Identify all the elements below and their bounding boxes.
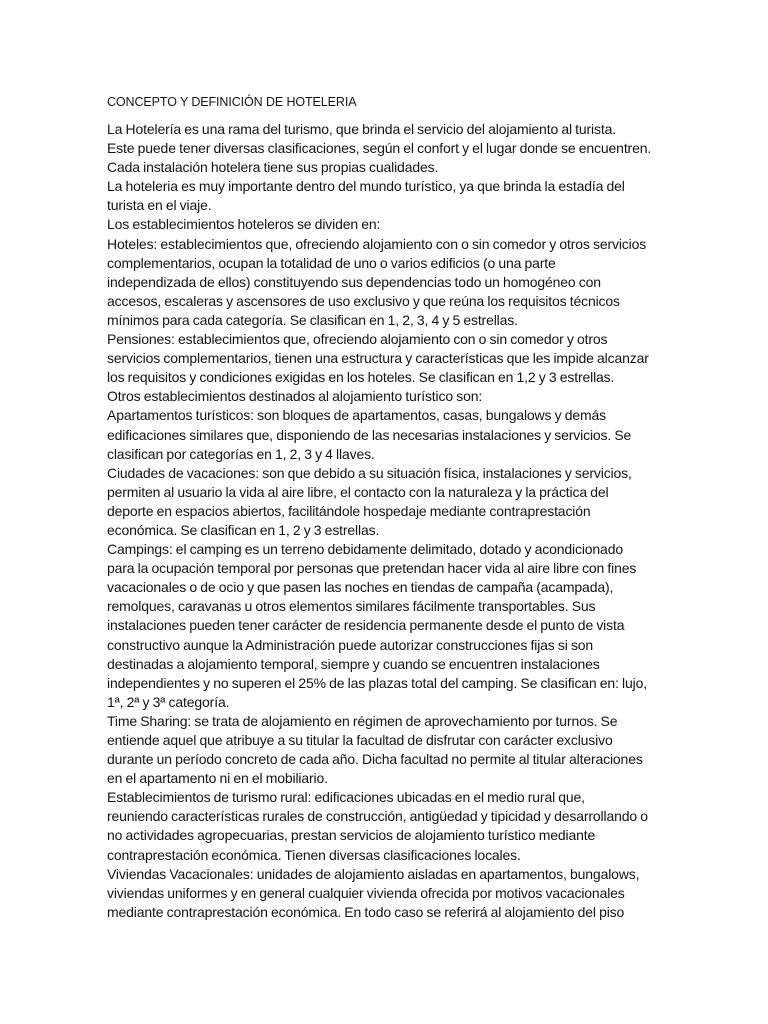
- document-line: Cada instalación hotelera tiene sus propias cualidades.: [107, 159, 439, 176]
- document-line: Los establecimientos hoteleros se dividen en:: [107, 216, 381, 233]
- document-line: edificaciones similares que, disponiendo de las necesarias instalaciones y servicios. Se: [107, 426, 632, 443]
- document-line: entiende aquel que atribuye a su titular la facultad de disfrutar con carácter exclusivo: [107, 732, 613, 748]
- document-line: para la ocupación temporal por personas que pretendan hacer vida al aire libre con fines: [107, 560, 637, 577]
- document-line: Ciudades de vacaciones: son que debido a su situación física, instalaciones y servicios,: [107, 464, 632, 481]
- document-line: reuniendo características rurales de construcción, antigüedad y tipicidad y desarrollando o: [107, 808, 648, 825]
- document-line: remolques, caravanas u otros elementos similares fácilmente transportables. Sus: [107, 598, 596, 615]
- document-line: los requisitos y condiciones exigidas en los hoteles. Se clasifican en 1,2 y 3 estrellas.: [107, 369, 615, 386]
- document-body: [107, 120, 728, 922]
- document-line: Otros establecimientos destinados al alojamiento turístico son:: [107, 388, 483, 405]
- document-line: Pensiones: establecimientos que, ofreciendo alojamiento con o sin comedor y otros: [107, 331, 608, 348]
- document-line: constructivo aunque la Administración puede autorizar construcciones fijas si son: [107, 636, 594, 653]
- document-line: mínimos para cada categoría. Se clasifican en 1, 2, 3, 4 y 5 estrellas.: [107, 311, 518, 328]
- document-line: 1ª, 2ª y 3ª categoría.: [107, 693, 230, 710]
- document-line: mediante contraprestación económica. En todo caso se referirá al alojamiento del piso: [107, 903, 625, 920]
- document-line: La hoteleria es muy importante dentro del mundo turístico, ya que brinda la estadía del: [107, 178, 625, 195]
- document-line: Viviendas Vacacionales: unidades de alojamiento aisladas en apartamentos, bungalows,: [107, 865, 640, 882]
- document-line: clasifican por categorías en 1, 2, 3 y 4 llaves.: [107, 445, 375, 462]
- document-line: complementarios, ocupan la totalidad de uno o varios edificios (o una parte: [107, 254, 556, 271]
- document-line: Este puede tener diversas clasificaciones, según el confort y el lugar donde se encuentren.: [107, 140, 652, 157]
- document-line: accesos, escaleras y ascensores de uso exclusivo y que reúna los requisitos técnicos: [107, 292, 620, 309]
- document-line: no actividades agropecuarias, prestan servicios de alojamiento turístico mediante: [107, 827, 596, 844]
- document-line: durante un período concreto de cada año. Dicha facultad no permite al titular alteraciones: [107, 751, 643, 768]
- document-line: económica. Se clasifican en 1, 2 y 3 estrellas.: [107, 521, 380, 538]
- document-line: Hoteles: establecimientos que, ofreciendo alojamiento con o sin comedor y otros servicios: [107, 235, 647, 252]
- document-line: Apartamentos turísticos: son bloques de apartamentos, casas, bungalows y demás: [107, 407, 606, 424]
- document-line: instalaciones pueden tener carácter de residencia permanente desde el punto de vista: [107, 617, 625, 634]
- document-line: en el apartamento ni en el mobiliario.: [107, 770, 328, 787]
- document-line: independientes y no superen el 25% de las plazas total del camping. Se clasifican en: lujo,: [107, 674, 647, 691]
- document-line: permiten al usuario la vida al aire libre, el contacto con la naturaleza y la práctica del: [107, 483, 609, 500]
- document-line: La Hotelería es una rama del turismo, que brinda el servicio del alojamiento al turista.: [107, 121, 616, 137]
- document-line: viviendas uniformes y en general cualquier vivienda ofrecida por motivos vacacionales: [107, 884, 625, 901]
- document-line: Establecimientos de turismo rural: edificaciones ubicadas en el medio rural que,: [107, 789, 585, 806]
- document-line: independizada de ellos) constituyendo sus dependencias todo un homogéneo con: [107, 273, 601, 290]
- document-line: Time Sharing: se trata de alojamiento en régimen de aprovechamiento por turnos. Se: [107, 712, 618, 729]
- document-line: turista en el viaje.: [107, 197, 212, 214]
- document-line: destinadas a alojamiento temporal, siempre y cuando se encuentren instalaciones: [107, 655, 600, 672]
- document-line: vacacionales o de ocio y que pasen las noches en tiendas de campaña (acampada),: [107, 579, 614, 596]
- document-line: Campings: el camping es un terreno debidamente delimitado, dotado y acondicionado: [107, 541, 623, 558]
- document-line: deporte en espacios abiertos, facilitándole hospedaje mediante contraprestación: [107, 502, 591, 519]
- document-title: CONCEPTO Y DEFINICIÓN DE HOTELERIA: [107, 95, 357, 109]
- document-line: servicios complementarios, tienen una estructura y características que les impide alcanzar: [107, 350, 649, 367]
- document-line: contraprestación económica. Tienen diversas clasificaciones locales.: [107, 846, 521, 863]
